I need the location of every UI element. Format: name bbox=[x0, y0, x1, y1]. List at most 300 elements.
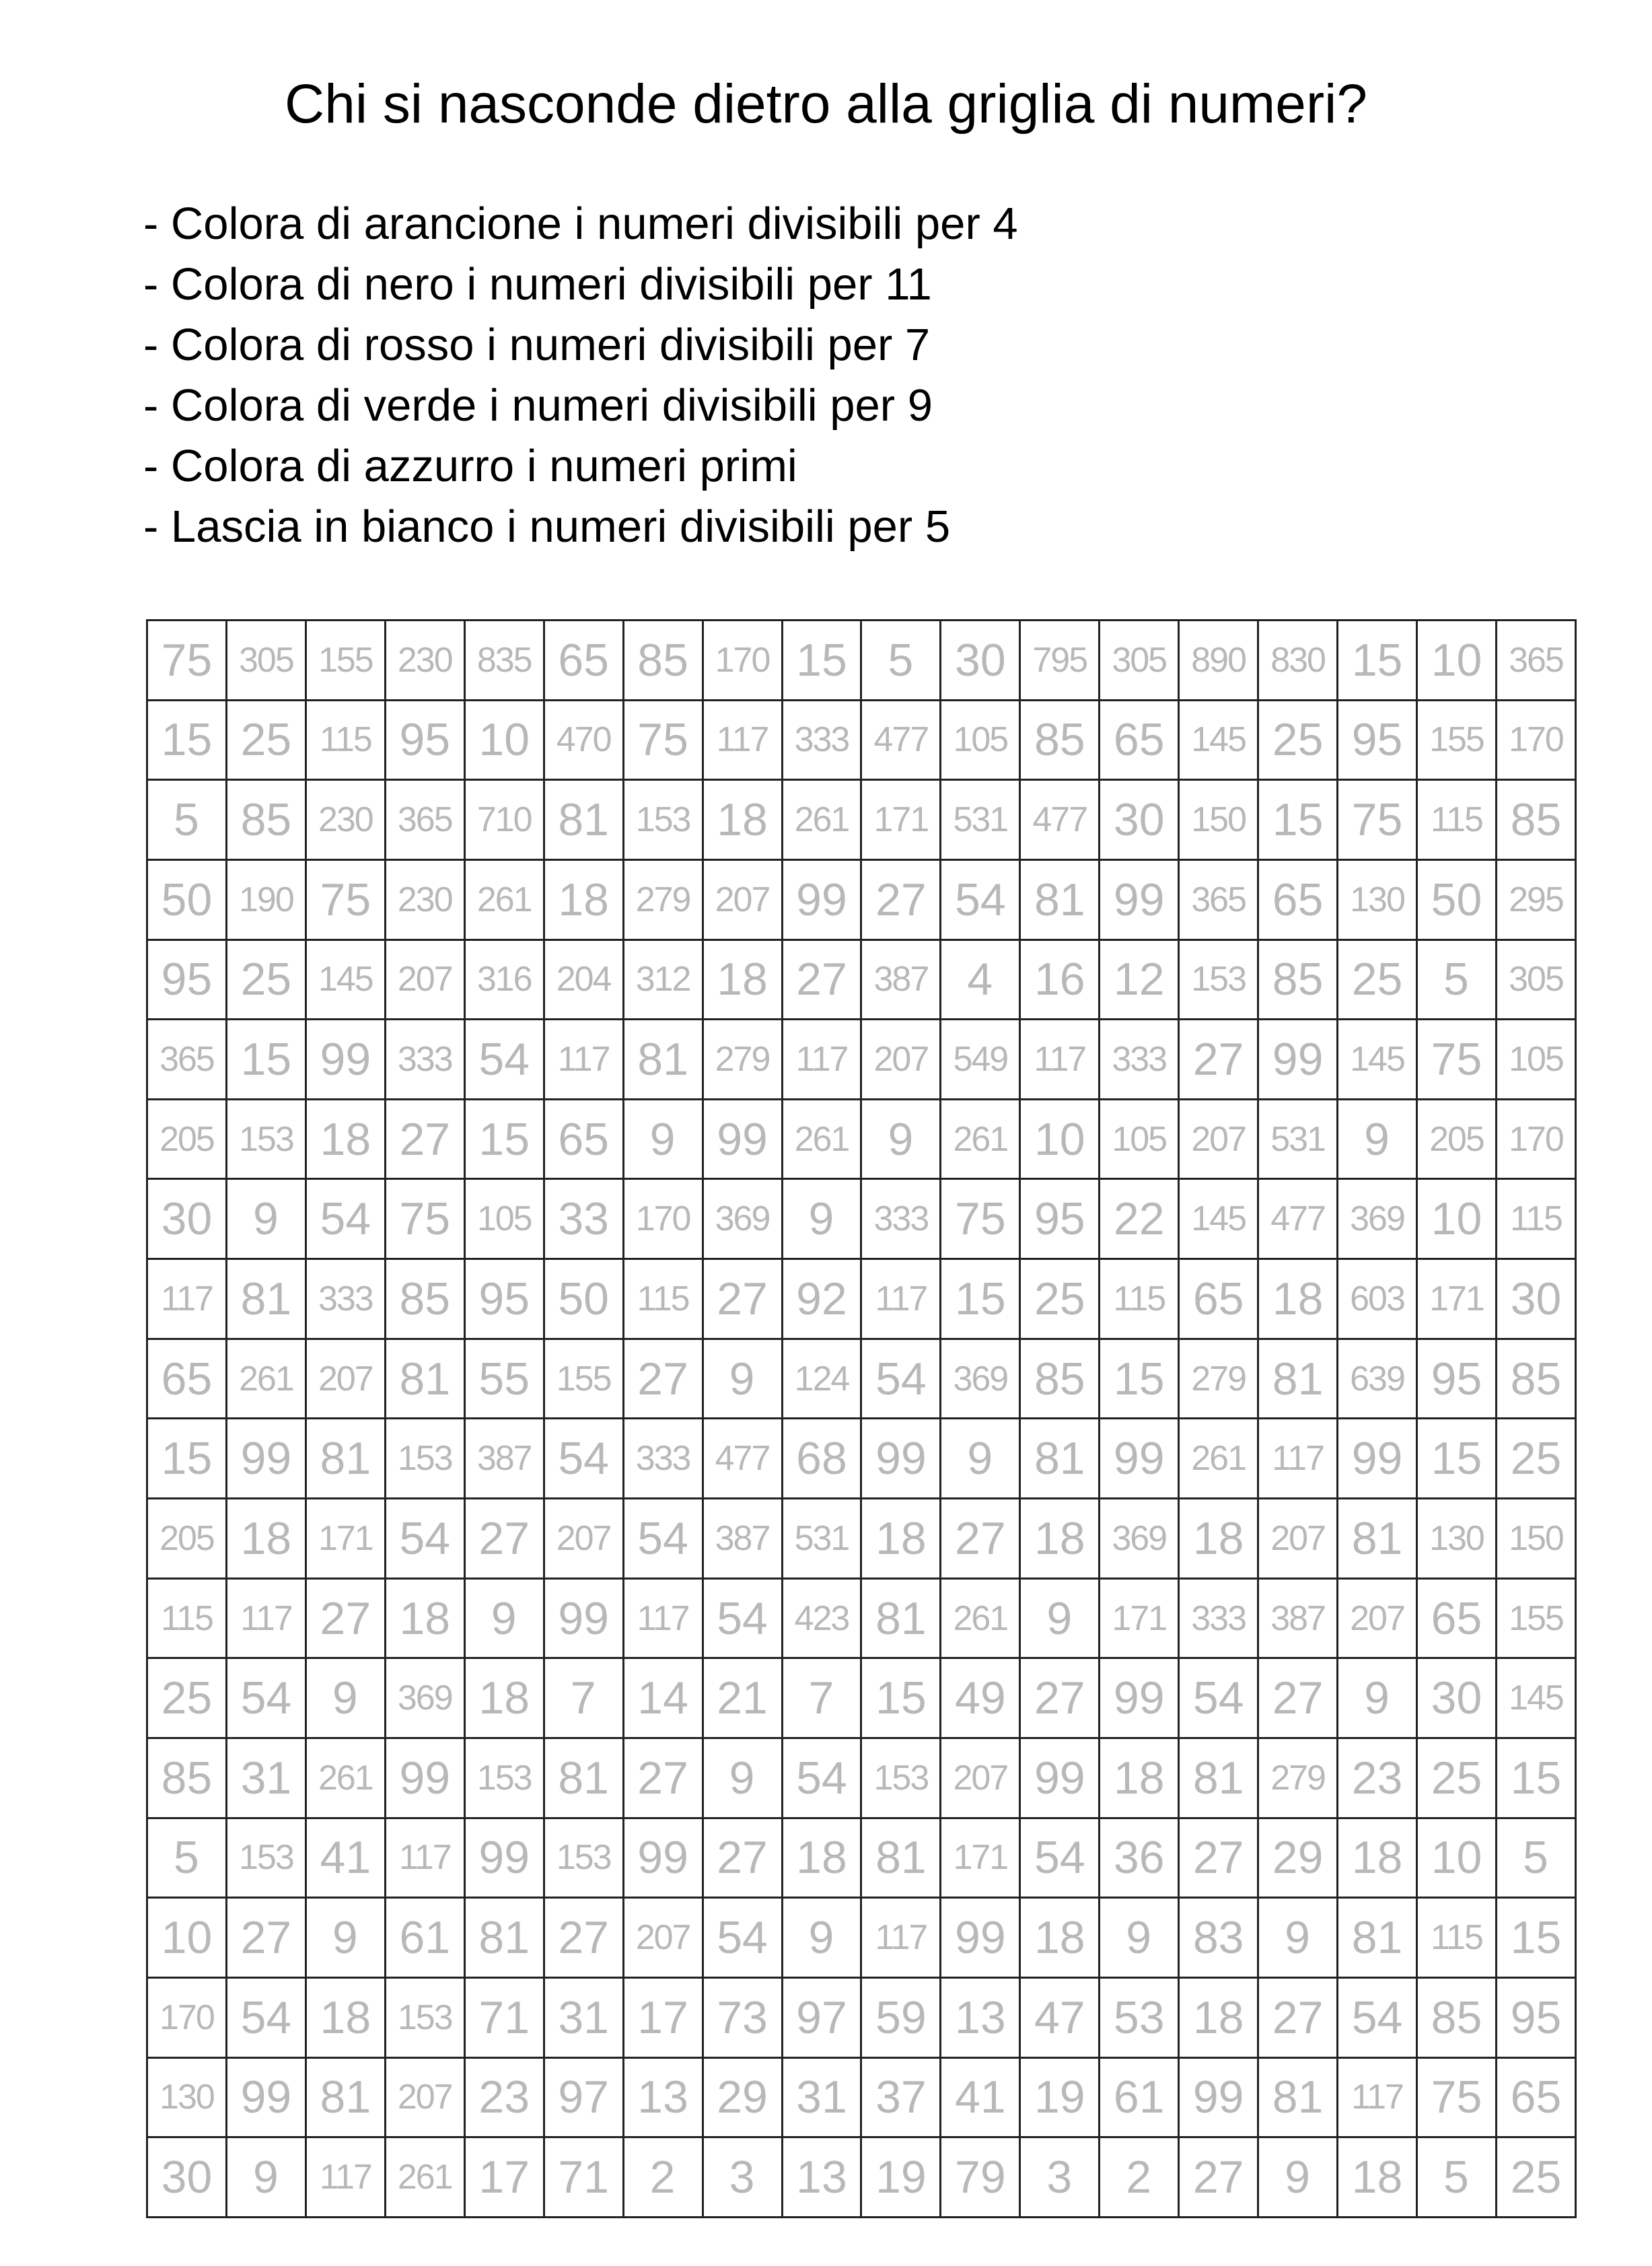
grid-cell[interactable]: 41 bbox=[941, 2057, 1020, 2137]
grid-cell[interactable]: 170 bbox=[1496, 700, 1575, 780]
grid-cell[interactable]: 99 bbox=[1258, 1020, 1338, 1100]
grid-cell[interactable]: 30 bbox=[1496, 1259, 1575, 1339]
grid-cell[interactable]: 333 bbox=[782, 700, 861, 780]
grid-cell[interactable]: 27 bbox=[861, 859, 941, 940]
grid-cell[interactable]: 81 bbox=[544, 780, 623, 860]
grid-cell[interactable]: 15 bbox=[1496, 1898, 1575, 1978]
grid-cell[interactable]: 531 bbox=[1258, 1099, 1338, 1179]
grid-cell[interactable]: 170 bbox=[703, 621, 782, 701]
grid-cell[interactable]: 171 bbox=[941, 1818, 1020, 1898]
grid-cell[interactable]: 117 bbox=[1338, 2057, 1417, 2137]
grid-cell[interactable]: 15 bbox=[1258, 780, 1338, 860]
grid-cell[interactable]: 73 bbox=[703, 1977, 782, 2057]
grid-cell[interactable]: 207 bbox=[941, 1738, 1020, 1818]
grid-cell[interactable]: 95 bbox=[1417, 1339, 1497, 1419]
grid-cell[interactable]: 41 bbox=[306, 1818, 385, 1898]
grid-cell[interactable]: 9 bbox=[1100, 1898, 1179, 1978]
grid-cell[interactable]: 117 bbox=[226, 1578, 306, 1658]
grid-cell[interactable]: 99 bbox=[1100, 859, 1179, 940]
grid-cell[interactable]: 3 bbox=[703, 2137, 782, 2218]
grid-cell[interactable]: 54 bbox=[861, 1339, 941, 1419]
grid-cell[interactable]: 99 bbox=[1179, 2057, 1258, 2137]
grid-cell[interactable]: 54 bbox=[306, 1179, 385, 1259]
grid-cell[interactable]: 65 bbox=[1258, 859, 1338, 940]
grid-cell[interactable]: 207 bbox=[306, 1339, 385, 1419]
grid-cell[interactable]: 18 bbox=[1179, 1977, 1258, 2057]
grid-cell[interactable]: 22 bbox=[1100, 1179, 1179, 1259]
grid-cell[interactable]: 27 bbox=[1179, 1818, 1258, 1898]
grid-cell[interactable]: 387 bbox=[861, 940, 941, 1020]
grid-cell[interactable]: 50 bbox=[147, 859, 227, 940]
grid-cell[interactable]: 170 bbox=[1496, 1099, 1575, 1179]
grid-cell[interactable]: 81 bbox=[464, 1898, 544, 1978]
grid-cell[interactable]: 15 bbox=[941, 1259, 1020, 1339]
grid-cell[interactable]: 25 bbox=[1338, 940, 1417, 1020]
grid-cell[interactable]: 50 bbox=[544, 1259, 623, 1339]
grid-cell[interactable]: 29 bbox=[703, 2057, 782, 2137]
grid-cell[interactable]: 365 bbox=[1496, 621, 1575, 701]
grid-cell[interactable]: 27 bbox=[623, 1339, 703, 1419]
grid-cell[interactable]: 85 bbox=[147, 1738, 227, 1818]
grid-cell[interactable]: 97 bbox=[544, 2057, 623, 2137]
grid-cell[interactable]: 85 bbox=[623, 621, 703, 701]
grid-cell[interactable]: 25 bbox=[226, 700, 306, 780]
grid-cell[interactable]: 115 bbox=[306, 700, 385, 780]
grid-cell[interactable]: 18 bbox=[464, 1658, 544, 1738]
grid-cell[interactable]: 71 bbox=[464, 1977, 544, 2057]
grid-cell[interactable]: 27 bbox=[1258, 1658, 1338, 1738]
grid-cell[interactable]: 9 bbox=[941, 1419, 1020, 1499]
grid-cell[interactable]: 23 bbox=[464, 2057, 544, 2137]
grid-cell[interactable]: 15 bbox=[147, 700, 227, 780]
grid-cell[interactable]: 305 bbox=[1496, 940, 1575, 1020]
grid-cell[interactable]: 95 bbox=[147, 940, 227, 1020]
grid-cell[interactable]: 54 bbox=[782, 1738, 861, 1818]
grid-cell[interactable]: 207 bbox=[703, 859, 782, 940]
grid-cell[interactable]: 30 bbox=[1417, 1658, 1497, 1738]
grid-cell[interactable]: 10 bbox=[464, 700, 544, 780]
grid-cell[interactable]: 171 bbox=[1417, 1259, 1497, 1339]
grid-cell[interactable]: 531 bbox=[782, 1499, 861, 1579]
grid-cell[interactable]: 99 bbox=[861, 1419, 941, 1499]
grid-cell[interactable]: 81 bbox=[385, 1339, 464, 1419]
grid-cell[interactable]: 207 bbox=[544, 1499, 623, 1579]
grid-cell[interactable]: 115 bbox=[147, 1578, 227, 1658]
grid-cell[interactable]: 145 bbox=[1179, 1179, 1258, 1259]
grid-cell[interactable]: 10 bbox=[147, 1898, 227, 1978]
grid-cell[interactable]: 30 bbox=[1100, 780, 1179, 860]
grid-cell[interactable]: 369 bbox=[1338, 1179, 1417, 1259]
grid-cell[interactable]: 205 bbox=[147, 1499, 227, 1579]
grid-cell[interactable]: 75 bbox=[941, 1179, 1020, 1259]
grid-cell[interactable]: 15 bbox=[1496, 1738, 1575, 1818]
grid-cell[interactable]: 153 bbox=[1179, 940, 1258, 1020]
grid-cell[interactable]: 117 bbox=[147, 1259, 227, 1339]
grid-cell[interactable]: 9 bbox=[703, 1738, 782, 1818]
grid-cell[interactable]: 261 bbox=[385, 2137, 464, 2218]
grid-cell[interactable]: 9 bbox=[1020, 1578, 1100, 1658]
grid-cell[interactable]: 261 bbox=[226, 1339, 306, 1419]
grid-cell[interactable]: 261 bbox=[464, 859, 544, 940]
grid-cell[interactable]: 9 bbox=[1338, 1658, 1417, 1738]
grid-cell[interactable]: 27 bbox=[703, 1818, 782, 1898]
grid-cell[interactable]: 3 bbox=[1020, 2137, 1100, 2218]
grid-cell[interactable]: 9 bbox=[226, 2137, 306, 2218]
grid-cell[interactable]: 115 bbox=[623, 1259, 703, 1339]
grid-cell[interactable]: 155 bbox=[306, 621, 385, 701]
grid-cell[interactable]: 7 bbox=[544, 1658, 623, 1738]
grid-cell[interactable]: 230 bbox=[385, 859, 464, 940]
grid-cell[interactable]: 153 bbox=[385, 1419, 464, 1499]
grid-cell[interactable]: 85 bbox=[1020, 1339, 1100, 1419]
grid-cell[interactable]: 9 bbox=[306, 1898, 385, 1978]
grid-cell[interactable]: 117 bbox=[782, 1020, 861, 1100]
grid-cell[interactable]: 9 bbox=[782, 1898, 861, 1978]
grid-cell[interactable]: 75 bbox=[1417, 2057, 1497, 2137]
grid-cell[interactable]: 54 bbox=[1338, 1977, 1417, 2057]
grid-cell[interactable]: 18 bbox=[1338, 2137, 1417, 2218]
grid-cell[interactable]: 65 bbox=[1417, 1578, 1497, 1658]
grid-cell[interactable]: 830 bbox=[1258, 621, 1338, 701]
grid-cell[interactable]: 75 bbox=[306, 859, 385, 940]
grid-cell[interactable]: 27 bbox=[464, 1499, 544, 1579]
grid-cell[interactable]: 4 bbox=[941, 940, 1020, 1020]
grid-cell[interactable]: 27 bbox=[1020, 1658, 1100, 1738]
grid-cell[interactable]: 124 bbox=[782, 1339, 861, 1419]
grid-cell[interactable]: 81 bbox=[1020, 1419, 1100, 1499]
grid-cell[interactable]: 150 bbox=[1496, 1499, 1575, 1579]
grid-cell[interactable]: 470 bbox=[544, 700, 623, 780]
grid-cell[interactable]: 83 bbox=[1179, 1898, 1258, 1978]
grid-cell[interactable]: 261 bbox=[782, 1099, 861, 1179]
grid-cell[interactable]: 9 bbox=[1258, 2137, 1338, 2218]
grid-cell[interactable]: 333 bbox=[1179, 1578, 1258, 1658]
grid-cell[interactable]: 295 bbox=[1496, 859, 1575, 940]
grid-cell[interactable]: 18 bbox=[1020, 1499, 1100, 1579]
grid-cell[interactable]: 279 bbox=[623, 859, 703, 940]
grid-cell[interactable]: 145 bbox=[1179, 700, 1258, 780]
grid-cell[interactable]: 117 bbox=[623, 1578, 703, 1658]
grid-cell[interactable]: 75 bbox=[385, 1179, 464, 1259]
grid-cell[interactable]: 19 bbox=[1020, 2057, 1100, 2137]
grid-cell[interactable]: 30 bbox=[147, 1179, 227, 1259]
grid-cell[interactable]: 115 bbox=[1417, 780, 1497, 860]
grid-cell[interactable]: 65 bbox=[544, 1099, 623, 1179]
grid-cell[interactable]: 17 bbox=[464, 2137, 544, 2218]
grid-cell[interactable]: 18 bbox=[385, 1578, 464, 1658]
grid-cell[interactable]: 205 bbox=[1417, 1099, 1497, 1179]
grid-cell[interactable]: 81 bbox=[306, 2057, 385, 2137]
grid-cell[interactable]: 81 bbox=[226, 1259, 306, 1339]
grid-cell[interactable]: 117 bbox=[306, 2137, 385, 2218]
grid-cell[interactable]: 25 bbox=[1496, 1419, 1575, 1499]
grid-cell[interactable]: 65 bbox=[147, 1339, 227, 1419]
grid-cell[interactable]: 81 bbox=[1020, 859, 1100, 940]
grid-cell[interactable]: 65 bbox=[1100, 700, 1179, 780]
grid-cell[interactable]: 115 bbox=[1100, 1259, 1179, 1339]
grid-cell[interactable]: 25 bbox=[147, 1658, 227, 1738]
grid-cell[interactable]: 312 bbox=[623, 940, 703, 1020]
grid-cell[interactable]: 117 bbox=[861, 1259, 941, 1339]
grid-cell[interactable]: 54 bbox=[1179, 1658, 1258, 1738]
grid-cell[interactable]: 115 bbox=[1417, 1898, 1497, 1978]
grid-cell[interactable]: 99 bbox=[226, 1419, 306, 1499]
grid-cell[interactable]: 15 bbox=[1338, 621, 1417, 701]
grid-cell[interactable]: 305 bbox=[1100, 621, 1179, 701]
grid-cell[interactable]: 279 bbox=[1258, 1738, 1338, 1818]
grid-cell[interactable]: 31 bbox=[544, 1977, 623, 2057]
grid-cell[interactable]: 75 bbox=[1417, 1020, 1497, 1100]
grid-cell[interactable]: 25 bbox=[1258, 700, 1338, 780]
grid-cell[interactable]: 369 bbox=[941, 1339, 1020, 1419]
grid-cell[interactable]: 145 bbox=[1496, 1658, 1575, 1738]
grid-cell[interactable]: 279 bbox=[703, 1020, 782, 1100]
grid-cell[interactable]: 81 bbox=[1258, 1339, 1338, 1419]
grid-cell[interactable]: 81 bbox=[544, 1738, 623, 1818]
grid-cell[interactable]: 95 bbox=[385, 700, 464, 780]
grid-cell[interactable]: 25 bbox=[1417, 1738, 1497, 1818]
grid-cell[interactable]: 150 bbox=[1179, 780, 1258, 860]
grid-cell[interactable]: 423 bbox=[782, 1578, 861, 1658]
grid-cell[interactable]: 21 bbox=[703, 1658, 782, 1738]
grid-cell[interactable]: 85 bbox=[385, 1259, 464, 1339]
grid-cell[interactable]: 105 bbox=[464, 1179, 544, 1259]
grid-cell[interactable]: 9 bbox=[226, 1179, 306, 1259]
grid-cell[interactable]: 261 bbox=[941, 1099, 1020, 1179]
grid-cell[interactable]: 65 bbox=[1496, 2057, 1575, 2137]
grid-cell[interactable]: 27 bbox=[1258, 1977, 1338, 2057]
grid-cell[interactable]: 54 bbox=[226, 1658, 306, 1738]
grid-cell[interactable]: 5 bbox=[147, 780, 227, 860]
grid-cell[interactable]: 365 bbox=[385, 780, 464, 860]
grid-cell[interactable]: 170 bbox=[623, 1179, 703, 1259]
grid-cell[interactable]: 81 bbox=[306, 1419, 385, 1499]
grid-cell[interactable]: 30 bbox=[941, 621, 1020, 701]
grid-cell[interactable]: 153 bbox=[464, 1738, 544, 1818]
grid-cell[interactable]: 9 bbox=[623, 1099, 703, 1179]
grid-cell[interactable]: 61 bbox=[385, 1898, 464, 1978]
grid-cell[interactable]: 18 bbox=[1338, 1818, 1417, 1898]
grid-cell[interactable]: 835 bbox=[464, 621, 544, 701]
grid-cell[interactable]: 54 bbox=[623, 1499, 703, 1579]
grid-cell[interactable]: 10 bbox=[1020, 1099, 1100, 1179]
grid-cell[interactable]: 207 bbox=[861, 1020, 941, 1100]
grid-cell[interactable]: 99 bbox=[1338, 1419, 1417, 1499]
grid-cell[interactable]: 205 bbox=[147, 1099, 227, 1179]
grid-cell[interactable]: 10 bbox=[1417, 1818, 1497, 1898]
grid-cell[interactable]: 477 bbox=[703, 1419, 782, 1499]
grid-cell[interactable]: 795 bbox=[1020, 621, 1100, 701]
grid-cell[interactable]: 27 bbox=[226, 1898, 306, 1978]
grid-cell[interactable]: 18 bbox=[861, 1499, 941, 1579]
grid-cell[interactable]: 15 bbox=[861, 1658, 941, 1738]
grid-cell[interactable]: 13 bbox=[782, 2137, 861, 2218]
grid-cell[interactable]: 61 bbox=[1100, 2057, 1179, 2137]
grid-cell[interactable]: 549 bbox=[941, 1020, 1020, 1100]
grid-cell[interactable]: 16 bbox=[1020, 940, 1100, 1020]
grid-cell[interactable]: 333 bbox=[861, 1179, 941, 1259]
grid-cell[interactable]: 19 bbox=[861, 2137, 941, 2218]
grid-cell[interactable]: 153 bbox=[226, 1818, 306, 1898]
grid-cell[interactable]: 65 bbox=[1179, 1259, 1258, 1339]
grid-cell[interactable]: 230 bbox=[306, 780, 385, 860]
grid-cell[interactable]: 105 bbox=[941, 700, 1020, 780]
grid-cell[interactable]: 53 bbox=[1100, 1977, 1179, 2057]
grid-cell[interactable]: 18 bbox=[1179, 1499, 1258, 1579]
grid-cell[interactable]: 15 bbox=[1417, 1419, 1497, 1499]
grid-cell[interactable]: 27 bbox=[703, 1259, 782, 1339]
grid-cell[interactable]: 477 bbox=[861, 700, 941, 780]
grid-cell[interactable]: 27 bbox=[544, 1898, 623, 1978]
grid-cell[interactable]: 5 bbox=[1417, 940, 1497, 1020]
grid-cell[interactable]: 333 bbox=[306, 1259, 385, 1339]
grid-cell[interactable]: 365 bbox=[147, 1020, 227, 1100]
grid-cell[interactable]: 18 bbox=[703, 780, 782, 860]
grid-cell[interactable]: 305 bbox=[226, 621, 306, 701]
grid-cell[interactable]: 369 bbox=[703, 1179, 782, 1259]
grid-cell[interactable]: 9 bbox=[464, 1578, 544, 1658]
grid-cell[interactable]: 27 bbox=[1179, 1020, 1258, 1100]
grid-cell[interactable]: 54 bbox=[464, 1020, 544, 1100]
grid-cell[interactable]: 47 bbox=[1020, 1977, 1100, 2057]
grid-cell[interactable]: 99 bbox=[1020, 1738, 1100, 1818]
grid-cell[interactable]: 477 bbox=[1258, 1179, 1338, 1259]
grid-cell[interactable]: 171 bbox=[306, 1499, 385, 1579]
grid-cell[interactable]: 5 bbox=[1417, 2137, 1497, 2218]
grid-cell[interactable]: 85 bbox=[1496, 1339, 1575, 1419]
grid-cell[interactable]: 105 bbox=[1100, 1099, 1179, 1179]
grid-cell[interactable]: 95 bbox=[1338, 700, 1417, 780]
grid-cell[interactable]: 99 bbox=[1100, 1419, 1179, 1499]
grid-cell[interactable]: 27 bbox=[941, 1499, 1020, 1579]
grid-cell[interactable]: 387 bbox=[464, 1419, 544, 1499]
grid-cell[interactable]: 387 bbox=[1258, 1578, 1338, 1658]
grid-cell[interactable]: 117 bbox=[1258, 1419, 1338, 1499]
grid-cell[interactable]: 27 bbox=[782, 940, 861, 1020]
grid-cell[interactable]: 13 bbox=[623, 2057, 703, 2137]
grid-cell[interactable]: 85 bbox=[1496, 780, 1575, 860]
grid-cell[interactable]: 477 bbox=[1020, 780, 1100, 860]
grid-cell[interactable]: 18 bbox=[306, 1977, 385, 2057]
grid-cell[interactable]: 65 bbox=[544, 621, 623, 701]
grid-cell[interactable]: 81 bbox=[861, 1578, 941, 1658]
grid-cell[interactable]: 18 bbox=[544, 859, 623, 940]
grid-cell[interactable]: 18 bbox=[1258, 1259, 1338, 1339]
grid-cell[interactable]: 171 bbox=[861, 780, 941, 860]
grid-cell[interactable]: 145 bbox=[1338, 1020, 1417, 1100]
grid-cell[interactable]: 75 bbox=[147, 621, 227, 701]
grid-cell[interactable]: 97 bbox=[782, 1977, 861, 2057]
grid-cell[interactable]: 99 bbox=[306, 1020, 385, 1100]
grid-cell[interactable]: 130 bbox=[1338, 859, 1417, 940]
grid-cell[interactable]: 15 bbox=[226, 1020, 306, 1100]
grid-cell[interactable]: 9 bbox=[861, 1099, 941, 1179]
grid-cell[interactable]: 9 bbox=[1338, 1099, 1417, 1179]
grid-cell[interactable]: 54 bbox=[941, 859, 1020, 940]
grid-cell[interactable]: 99 bbox=[623, 1818, 703, 1898]
grid-cell[interactable]: 155 bbox=[1496, 1578, 1575, 1658]
grid-cell[interactable]: 316 bbox=[464, 940, 544, 1020]
grid-cell[interactable]: 9 bbox=[306, 1658, 385, 1738]
grid-cell[interactable]: 155 bbox=[1417, 700, 1497, 780]
grid-cell[interactable]: 92 bbox=[782, 1259, 861, 1339]
grid-cell[interactable]: 117 bbox=[1020, 1020, 1100, 1100]
grid-cell[interactable]: 99 bbox=[385, 1738, 464, 1818]
grid-cell[interactable]: 54 bbox=[1020, 1818, 1100, 1898]
grid-cell[interactable]: 333 bbox=[623, 1419, 703, 1499]
grid-cell[interactable]: 50 bbox=[1417, 859, 1497, 940]
grid-cell[interactable]: 261 bbox=[306, 1738, 385, 1818]
grid-cell[interactable]: 5 bbox=[861, 621, 941, 701]
grid-cell[interactable]: 27 bbox=[1179, 2137, 1258, 2218]
grid-cell[interactable]: 170 bbox=[147, 1977, 227, 2057]
grid-cell[interactable]: 54 bbox=[544, 1419, 623, 1499]
grid-cell[interactable]: 15 bbox=[782, 621, 861, 701]
grid-cell[interactable]: 25 bbox=[1496, 2137, 1575, 2218]
grid-cell[interactable]: 36 bbox=[1100, 1818, 1179, 1898]
grid-cell[interactable]: 27 bbox=[623, 1738, 703, 1818]
grid-cell[interactable]: 81 bbox=[1258, 2057, 1338, 2137]
grid-cell[interactable]: 9 bbox=[703, 1339, 782, 1419]
grid-cell[interactable]: 95 bbox=[1496, 1977, 1575, 2057]
grid-cell[interactable]: 49 bbox=[941, 1658, 1020, 1738]
grid-cell[interactable]: 85 bbox=[1417, 1977, 1497, 2057]
grid-cell[interactable]: 85 bbox=[1020, 700, 1100, 780]
grid-cell[interactable]: 25 bbox=[226, 940, 306, 1020]
grid-cell[interactable]: 7 bbox=[782, 1658, 861, 1738]
grid-cell[interactable]: 17 bbox=[623, 1977, 703, 2057]
grid-cell[interactable]: 387 bbox=[703, 1499, 782, 1579]
grid-cell[interactable]: 710 bbox=[464, 780, 544, 860]
grid-cell[interactable]: 5 bbox=[1496, 1818, 1575, 1898]
grid-cell[interactable]: 9 bbox=[1258, 1898, 1338, 1978]
grid-cell[interactable]: 54 bbox=[703, 1578, 782, 1658]
grid-cell[interactable]: 12 bbox=[1100, 940, 1179, 1020]
grid-cell[interactable]: 333 bbox=[1100, 1020, 1179, 1100]
grid-cell[interactable]: 99 bbox=[544, 1578, 623, 1658]
grid-cell[interactable]: 15 bbox=[464, 1099, 544, 1179]
grid-cell[interactable]: 2 bbox=[1100, 2137, 1179, 2218]
grid-cell[interactable]: 369 bbox=[1100, 1499, 1179, 1579]
grid-cell[interactable]: 99 bbox=[226, 2057, 306, 2137]
grid-cell[interactable]: 15 bbox=[1100, 1339, 1179, 1419]
grid-cell[interactable]: 171 bbox=[1100, 1578, 1179, 1658]
grid-cell[interactable]: 279 bbox=[1179, 1339, 1258, 1419]
grid-cell[interactable]: 10 bbox=[1417, 1179, 1497, 1259]
grid-cell[interactable]: 81 bbox=[1179, 1738, 1258, 1818]
grid-cell[interactable]: 155 bbox=[544, 1339, 623, 1419]
grid-cell[interactable]: 207 bbox=[1258, 1499, 1338, 1579]
grid-cell[interactable]: 85 bbox=[226, 780, 306, 860]
grid-cell[interactable]: 2 bbox=[623, 2137, 703, 2218]
grid-cell[interactable]: 261 bbox=[1179, 1419, 1258, 1499]
grid-cell[interactable]: 81 bbox=[1338, 1898, 1417, 1978]
grid-cell[interactable]: 153 bbox=[544, 1818, 623, 1898]
grid-cell[interactable]: 261 bbox=[941, 1578, 1020, 1658]
grid-cell[interactable]: 261 bbox=[782, 780, 861, 860]
grid-cell[interactable]: 99 bbox=[703, 1099, 782, 1179]
grid-cell[interactable]: 130 bbox=[147, 2057, 227, 2137]
grid-cell[interactable]: 99 bbox=[782, 859, 861, 940]
grid-cell[interactable]: 55 bbox=[464, 1339, 544, 1419]
grid-cell[interactable]: 31 bbox=[782, 2057, 861, 2137]
grid-cell[interactable]: 95 bbox=[1020, 1179, 1100, 1259]
grid-cell[interactable]: 99 bbox=[464, 1818, 544, 1898]
grid-cell[interactable]: 153 bbox=[385, 1977, 464, 2057]
grid-cell[interactable]: 207 bbox=[385, 940, 464, 1020]
grid-cell[interactable]: 18 bbox=[226, 1499, 306, 1579]
grid-cell[interactable]: 30 bbox=[147, 2137, 227, 2218]
